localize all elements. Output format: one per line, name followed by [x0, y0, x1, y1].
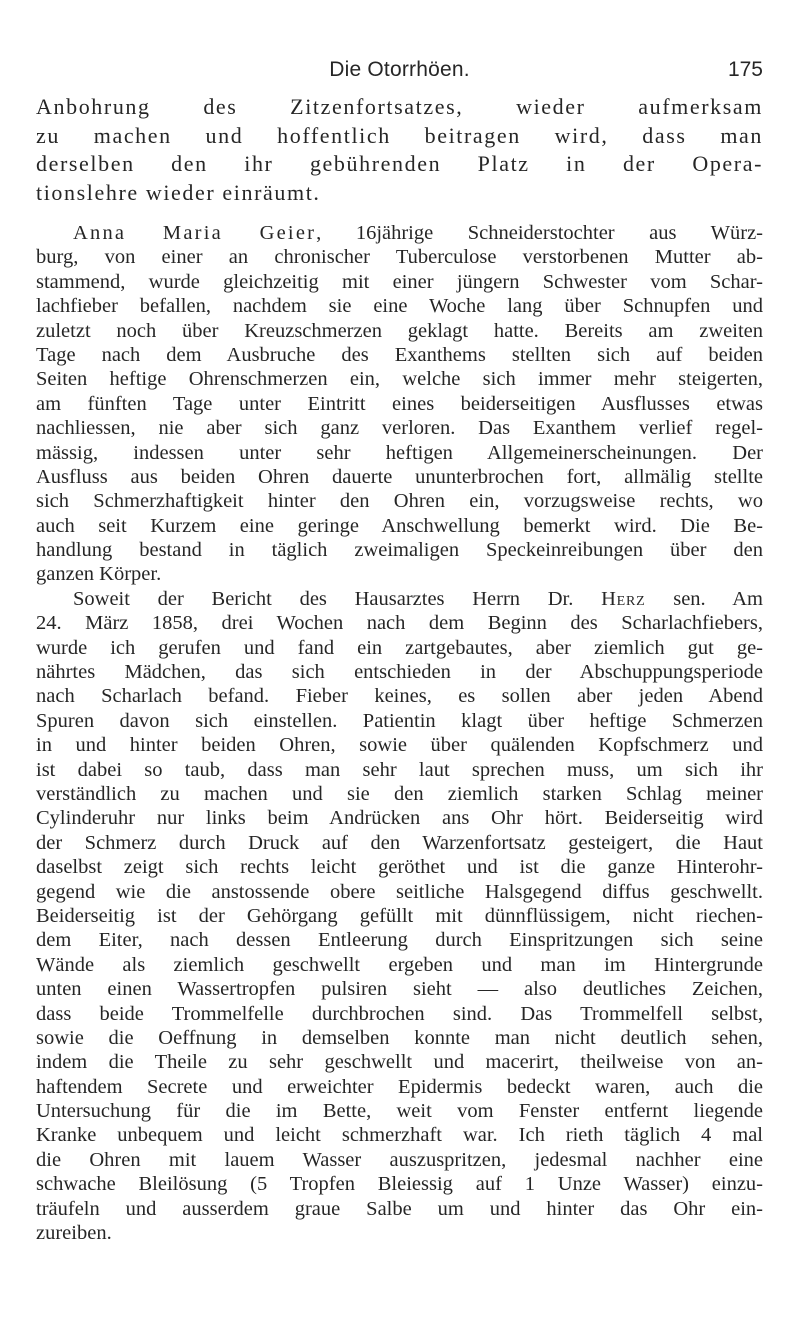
- paragraph-gap: [36, 207, 763, 221]
- text-line: Kranke unbequem und leicht schmerzhaft war. Ich rieth täglich 4 mal: [36, 1124, 763, 1147]
- text-line: dem Eiter, nach dessen Entleerung durch Einspritzungen sich seine: [36, 929, 763, 952]
- text-line: gegend wie die anstossende obere seitliche Halsgegend diffus geschwellt.: [36, 880, 763, 903]
- running-title: Die Otorrhöen.: [329, 58, 470, 81]
- text-line: in und hinter beiden Ohren, sowie über quälenden Kopfschmerz und: [36, 734, 763, 757]
- text-line: nährtes Mädchen, das sich entschieden in der Abschuppungsperiode: [36, 661, 763, 684]
- text-line: haftendem Secrete und erweichter Epidermis bedeckt waren, auch die: [36, 1075, 763, 1098]
- text-line: Cylinderuhr nur links beim Andrücken ans Ohr hört. Beiderseitig wird: [36, 807, 763, 830]
- text-line: daselbst zeigt sich rechts leicht geröthet und ist die ganze Hinterohr-: [36, 856, 763, 879]
- text-line: zureiben.: [36, 1222, 112, 1245]
- text-line: ganzen Körper.: [36, 563, 162, 586]
- text-line: am fünften Tage unter Eintritt eines beiderseitigen Ausflusses etwas: [36, 392, 763, 415]
- text-line: Seiten heftige Ohrenschmerzen ein, welche sich immer mehr steigerten,: [36, 368, 763, 391]
- text-line: schwache Bleilösung (5 Tropfen Bleiessig auf 1 Unze Wasser) einzu-: [36, 1173, 763, 1196]
- text-line: Wände als ziemlich geschwellt ergeben und man im Hintergrunde: [36, 953, 763, 976]
- text-line: nach Scharlach befand. Fieber keines, es sollen aber jeden Abend: [36, 685, 763, 708]
- text-line: sowie die Oeffnung in demselben konnte man nicht deutlich sehen,: [36, 1026, 763, 1049]
- intro-paragraph: [36, 93, 763, 207]
- text-line: dass beide Trommelfelle durchbrochen sind. Das Trommelfell selbst,: [36, 1002, 763, 1025]
- text-line: 24. März 1858, drei Wochen nach dem Beginn des Scharlachfiebers,: [36, 612, 763, 635]
- text-line: Untersuchung für die im Bette, weit vom Fenster entfernt liegende: [36, 1100, 763, 1123]
- text-line: Spuren davon sich einstellen. Patientin klagt über heftige Schmerzen: [36, 709, 763, 732]
- text-line: Anbohrung des Zitzenfortsatzes, wieder aufmerksam: [36, 94, 763, 119]
- text-line: stammend, wurde gleichzeitig mit einer jüngern Schwester vom Schar-: [36, 270, 763, 293]
- text-line: der Schmerz durch Druck auf den Warzenfortsatz gesteigert, die Haut: [36, 831, 763, 854]
- text-line: sich Schmerzhaftigkeit hinter den Ohren ein, vorzugsweise rechts, wo: [36, 490, 763, 513]
- text-line: Tage nach dem Ausbruche des Exanthems stellten sich auf beiden: [36, 343, 763, 366]
- page-header: [36, 58, 763, 86]
- text-line: Beiderseitig ist der Gehörgang gefüllt mit dünnflüssigem, nicht riechen-: [36, 904, 763, 927]
- text-line: die Ohren mit lauem Wasser auszuspritzen, jedesmal nachher eine: [36, 1148, 763, 1171]
- text-line: tionslehre wieder einräumt.: [36, 179, 321, 205]
- text-line: [36, 221, 763, 245]
- text-line: Ausfluss aus beiden Ohren dauerte ununterbrochen fort, allmälig stellte: [36, 465, 763, 488]
- text-line: burg, von einer an chronischer Tuberculose verstorbenen Mutter ab-: [36, 246, 763, 269]
- text-line: handlung bestand in täglich zweimaligen Speckeinreibungen über den: [36, 539, 763, 562]
- text-line: verständlich zu machen und sie den ziemlich starken Schlag meiner: [36, 782, 763, 805]
- page-body: [36, 93, 763, 1245]
- patient-name: Anna Maria Geier: [73, 222, 317, 244]
- text-line: [36, 587, 763, 611]
- text-line: zuletzt noch über Kreuzschmerzen geklagt hatte. Bereits am zweiten: [36, 319, 763, 342]
- text-line: zu machen und hoffentlich beitragen wird, dass man: [36, 122, 763, 148]
- text-line: derselben den ihr gebührenden Platz in der Opera-: [36, 151, 763, 176]
- case-paragraph: [36, 221, 763, 587]
- text-line-prefix: Soweit der Bericht des Hausarztes Herrn Dr.: [73, 587, 602, 610]
- text-line: nachliessen, nie aber sich ganz verloren. Das Exanthem verlief regel-: [36, 417, 763, 440]
- page-number: 175: [727, 58, 763, 81]
- doctor-name: Herz: [601, 587, 646, 610]
- text-line: lachfieber befallen, nachdem sie eine Woche lang über Schnupfen und: [36, 295, 763, 318]
- text-line: ist dabei so taub, dass man sehr laut sprechen muss, um sich ihr: [36, 758, 763, 781]
- text-line: wurde ich gerufen und fand ein zartgebautes, aber ziemlich gut ge-: [36, 636, 763, 659]
- text-line: unten einen Wassertropfen pulsiren sieht — also deutliches Zeichen,: [36, 978, 763, 1001]
- text-line-rest: , 16jährige Schneiderstochter aus Würz-: [316, 222, 764, 244]
- text-line: mässig, indessen unter sehr heftigen Allgemeinerscheinungen. Der: [36, 441, 763, 464]
- text-line: träufeln und ausserdem graue Salbe um und hinter das Ohr ein-: [36, 1197, 763, 1220]
- text-line: indem die Theile zu sehr geschwellt und macerirt, theilweise von an-: [36, 1051, 763, 1074]
- text-line: auch seit Kurzem eine geringe Anschwellung bemerkt wird. Die Be-: [36, 514, 763, 537]
- report-paragraph: [36, 587, 763, 1246]
- text-line-suffix: sen. Am: [645, 587, 763, 610]
